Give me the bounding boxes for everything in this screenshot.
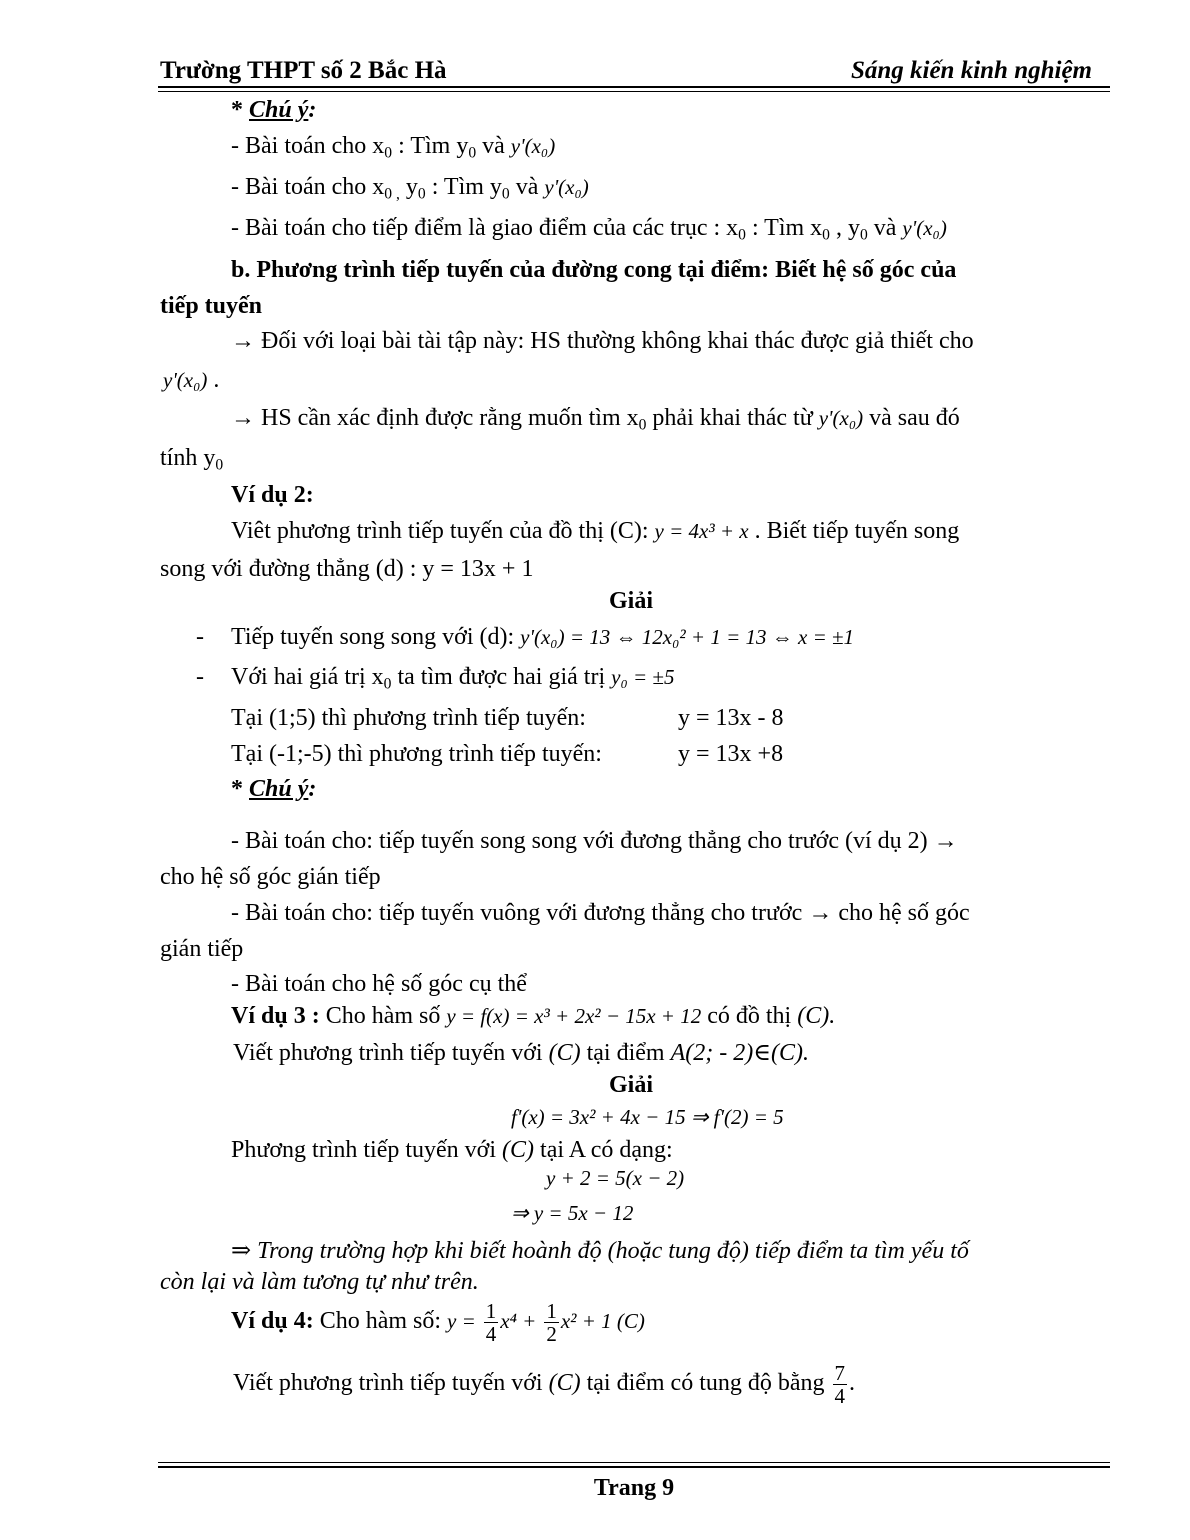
note-b-title: * Chú ý: [231, 776, 317, 802]
section-b-heading-line2: tiếp tuyến [160, 293, 262, 319]
note-a-line2: - Bài toán cho $x_{0 ,}$ $y_0$ : Tìm $y_0$ và y'(x₀) [231, 174, 589, 203]
example4-line2: Viết phương trình tiếp tuyến với (C) tại điểm có tung độ bằng $\frac{7}{4}$ . [233, 1361, 856, 1409]
fraction-seven-quarters: $\frac{7}{4}$ [834, 1361, 846, 1409]
section-b-heading-line1: b. Phương trình tiếp tuyến của đường cong tại điểm: Biết hệ số góc của [231, 257, 957, 283]
note-a-title: * Chú ý: [231, 97, 317, 123]
note-b-item2-line1: - Bài toán cho: tiếp tuyến vuông với đương thẳng cho trước → cho hệ số góc [231, 900, 970, 926]
footer-rule-thin [158, 1462, 1110, 1463]
note-b-item3: - Bài toán cho hệ số góc cụ thể [231, 971, 527, 997]
footer-rule-thick [158, 1466, 1110, 1468]
section-b-p1-line2: y'(x₀) . [163, 367, 220, 393]
example2-bullet2: Với hai giá trị $x_0$ ta tìm được hai giá trị y₀ = ±5 [231, 664, 675, 693]
example3-derivative: f'(x) = 3x² + 4x − 15 ⇒ f'(2) = 5 [511, 1105, 784, 1129]
example2-result2-equation: y = 13x +8 [678, 741, 784, 767]
section-b-p2-line1: → HS cần xác định được rằng muốn tìm $x_0$ phải khai thác từ y'(x₀) và sau đó [231, 405, 960, 434]
header-school: Trường THPT số 2 Bắc Hà [160, 57, 447, 84]
section-b-p2-line2: tính $y_0$ [160, 445, 224, 474]
example2-result1-equation: y = 13x - 8 [678, 705, 784, 731]
example2-line2: song với đường thẳng (d) : y = 13x + 1 [160, 556, 534, 582]
example3-remark-line1: ⇒ Trong trường hợp khi biết hoành độ (hoặc tung độ) tiếp điểm ta tìm yếu tố [231, 1238, 969, 1264]
example2-bullet1: Tiếp tuyến song song với (d): y'(x₀) = 13 ⇔ 12x₀² + 1 = 13 ⇔ x = ±1 [231, 624, 855, 650]
example3-function: y = f(x) = x³ + 2x² − 15x + 12 [446, 1004, 702, 1028]
note-b-item2-line2: gián tiếp [160, 936, 244, 962]
example2-line1: Viêt phương trình tiếp tuyến của đồ thị (C): y = 4x³ + x . Biết tiếp tuyến song [231, 518, 960, 544]
example3-equation2: ⇒ y = 5x − 12 [511, 1201, 634, 1225]
example3-line2: Viết phương trình tiếp tuyến với (C) tại điểm A(2; - 2)∈(C). [233, 1040, 809, 1066]
example2-result1-text: Tại (1;5) thì phương trình tiếp tuyến: [231, 705, 586, 731]
example2-derivative-equation: y'(x₀) = 13 ⇔ 12x₀² + 1 = 13 ⇔ x = ±1 [520, 625, 855, 649]
example4-label: Ví dụ 4: [231, 1308, 314, 1335]
example3-label: Ví dụ 3 : [231, 1003, 320, 1029]
note-b-item1-line2: cho hệ số góc gián tiếp [160, 864, 381, 890]
section-b-p1-line1: → Đối với loại bài tài tập này: HS thường không khai thác được giả thiết cho [231, 328, 974, 354]
derivative-formula: y'(x₀) [544, 175, 589, 199]
example2-formula: y = 4x³ + x [654, 519, 749, 543]
note-b-item1-line1: - Bài toán cho: tiếp tuyến song song với đương thẳng cho trước (ví dụ 2) → [231, 828, 958, 854]
example3-line1: Ví dụ 3 : Cho hàm số y = f(x) = x³ + 2x² − 15x + 12 có đồ thị (C). [231, 1003, 836, 1029]
header-doc-type: Sáng kiến kinh nghiệm [850, 57, 1092, 84]
arrow-icon: → [231, 328, 255, 354]
example3-form-text: Phương trình tiếp tuyến với (C) tại A có dạng: [231, 1137, 673, 1163]
example2-bullet2-dash: - [196, 664, 204, 690]
example4-line1: Ví dụ 4: Cho hàm số: y = $\frac{1}{4}$ x⁴ + $\frac{1}{2}$ x² + 1 (C) [231, 1299, 645, 1347]
example2-label: Ví dụ 2: [231, 482, 314, 508]
derivative-formula: y'(x₀) [510, 134, 556, 158]
note-a-line1: - Bài toán cho $x_0$ : Tìm $y_0$ và y'(x₀) [231, 133, 556, 162]
arrow-icon: → [231, 405, 255, 431]
fraction-one-quarter: $\frac{1}{4}$ [485, 1299, 497, 1347]
derivative-formula: y'(x₀) [902, 216, 947, 240]
example2-bullet1-dash: - [196, 624, 204, 650]
example3-equation1: y + 2 = 5(x − 2) [546, 1166, 685, 1190]
derivative-formula: y'(x₀) [818, 406, 864, 430]
example2-result2-text: Tại (-1;-5) thì phương trình tiếp tuyến: [231, 741, 602, 767]
header-rule-thin [158, 91, 1110, 92]
example3-remark-line2: còn lại và làm tương tự như trên. [160, 1269, 479, 1295]
header-rule-thick [158, 86, 1110, 88]
derivative-formula: y'(x₀) [163, 368, 208, 392]
page-number: Trang 9 [593, 1475, 675, 1501]
example2-y0-values: y₀ = ±5 [611, 665, 675, 689]
example3-solution-title: Giải [609, 1072, 654, 1098]
example2-solution-title: Giải [609, 588, 654, 614]
note-a-line3: - Bài toán cho tiếp điểm là giao điểm của các trục : $x_0$ : Tìm $x_0$ , $y_0$ và y'(x₀) [231, 215, 947, 244]
fraction-one-half: $\frac{1}{2}$ [546, 1299, 557, 1347]
